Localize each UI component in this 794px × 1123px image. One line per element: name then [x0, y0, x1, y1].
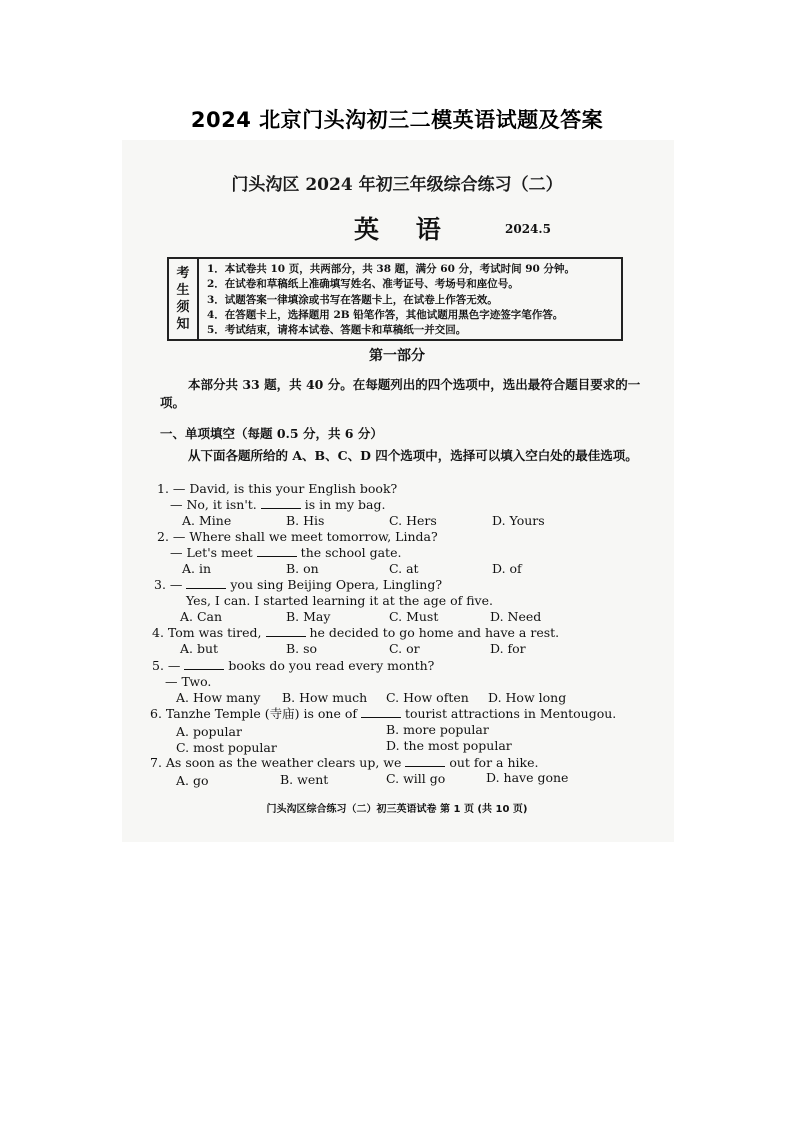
part-intro: 本部分共 33 题，共 40 分。在每题列出的四个选项中，选出最符合题目要求的一项。: [160, 377, 641, 410]
question-text: is in my bag.: [304, 497, 386, 512]
option: D. have gone: [486, 770, 569, 785]
question-text: 7. As soon as the weather clears up, we: [150, 755, 402, 770]
option: B. more popular: [386, 722, 489, 737]
notice-label-char: 须: [176, 300, 190, 315]
question-2-line2: [170, 545, 401, 560]
question-text: 6. Tanzhe Temple (寺庙) is one of: [150, 706, 357, 721]
document-title: 2024 北京门头沟初三二模英语试题及答案: [190, 108, 604, 132]
question-text: — No, it isn't.: [170, 497, 257, 512]
notice-item: 4．在答题卡上，选择题用 2B 铅笔作答，其他试题用黑色字迹签字笔作答。: [207, 308, 564, 321]
answer-blank: [186, 577, 226, 589]
notice-label-char: 知: [176, 317, 190, 332]
question-3-line2: Yes, I can. I started learning it at the age of five.: [186, 593, 493, 608]
option: C. or: [389, 641, 420, 656]
question-text: tourist attractions in Mentougou.: [404, 706, 617, 721]
option: B. on: [286, 561, 319, 576]
question-text: he decided to go home and have a rest.: [309, 625, 560, 640]
question-text: the school gate.: [300, 545, 402, 560]
question-text: 5. —: [152, 658, 181, 673]
option: C. most popular: [176, 740, 277, 755]
answer-blank: [257, 545, 297, 557]
option: A. How many: [176, 690, 261, 705]
notice-items: [199, 259, 575, 339]
answer-blank: [361, 706, 401, 718]
option: C. Must: [389, 609, 439, 624]
option: B. so: [286, 641, 318, 656]
option: D. How long: [488, 690, 567, 705]
question-text: 4. Tom was tired,: [152, 625, 262, 640]
option: B. May: [286, 609, 331, 624]
option: B. How much: [282, 690, 368, 705]
option: C. at: [389, 561, 419, 576]
notice-item: 1．本试卷共 10 页，共两部分，共 38 题，满分 60 分，考试时间 90 分钟。: [207, 263, 575, 275]
question-text: — Let's meet: [170, 545, 253, 560]
subject-title: 英 语: [354, 215, 455, 244]
question-text: books do you read every month?: [228, 658, 435, 673]
answer-blank: [261, 497, 301, 509]
question-text: out for a hike.: [449, 755, 539, 770]
option: C. How often: [386, 690, 469, 705]
question-7-prompt: [150, 755, 538, 770]
part-title: 第一部分: [369, 348, 425, 364]
option: B. His: [286, 513, 325, 528]
question-1-prompt: 1. — David, is this your English book?: [157, 481, 398, 496]
notice-item: 5．考试结束，请将本试卷、答题卡和草稿纸一并交回。: [207, 324, 467, 337]
option: D. Need: [490, 609, 542, 624]
option: D. Yours: [492, 513, 545, 528]
option: A. but: [180, 641, 219, 656]
question-5-line2: — Two.: [165, 674, 212, 689]
section-heading: 一、单项填空（每题 0.5 分，共 6 分）: [160, 426, 383, 441]
question-5-prompt: [152, 658, 434, 673]
question-text: you sing Beijing Opera, Lingling?: [230, 577, 443, 592]
option: A. popular: [176, 724, 242, 739]
page-footer: 门头沟区综合练习（二）初三英语试卷 第 1 页 (共 10 页): [266, 804, 528, 815]
question-text: 3. —: [154, 577, 183, 592]
question-3-prompt: [154, 577, 442, 592]
section-instructions: 从下面各题所给的 A、B、C、D 四个选项中，选择可以填入空白处的最佳选项。: [188, 448, 638, 463]
answer-blank: [184, 658, 224, 670]
option: D. the most popular: [386, 738, 512, 753]
option: D. of: [492, 561, 522, 576]
option: C. Hers: [389, 513, 437, 528]
candidate-notice-box: [167, 257, 623, 341]
option: D. for: [490, 641, 526, 656]
exam-title: 门头沟区 2024 年初三年级综合练习（二）: [231, 175, 563, 195]
answer-blank: [405, 755, 445, 767]
notice-label: [169, 259, 199, 339]
option: A. go: [176, 773, 209, 788]
question-4-prompt: [152, 625, 559, 640]
option: A. Mine: [182, 513, 232, 528]
option: C. will go: [386, 771, 446, 786]
notice-label-char: 考: [176, 266, 190, 281]
question-6-prompt: [150, 706, 616, 721]
exam-date: 2024.5: [505, 222, 551, 236]
notice-item: 3．试题答案一律填涂或书写在答题卡上，在试卷上作答无效。: [207, 293, 498, 306]
option: B. went: [280, 772, 329, 787]
option: A. in: [182, 561, 212, 576]
question-1-line2: [170, 497, 385, 512]
notice-item: 2．在试卷和草稿纸上准确填写姓名、准考证号、考场号和座位号。: [207, 278, 519, 291]
answer-blank: [266, 625, 306, 637]
notice-label-char: 生: [176, 283, 190, 298]
question-2-prompt: 2. — Where shall we meet tomorrow, Linda?: [157, 529, 438, 544]
option: A. Can: [180, 609, 223, 624]
